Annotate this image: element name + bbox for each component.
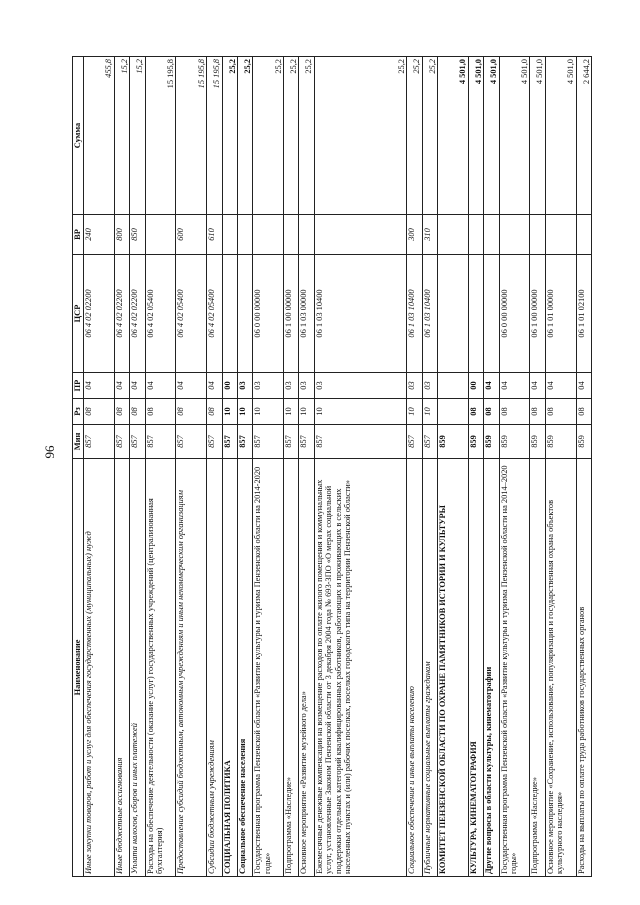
cell-min: 857 <box>84 425 115 459</box>
cell-name: Основное мероприятие «Сохранение, использование, популяризация и государственная охрана объектов культурного наследия» <box>545 459 576 877</box>
cell-name: Основное мероприятие «Развитие музейного дела» <box>299 459 314 877</box>
table-row <box>176 57 207 877</box>
cell-rz: 08 <box>84 399 115 425</box>
cell-name: Иные бюджетные ассигнования <box>114 459 129 877</box>
cell-pr: 00 <box>468 373 483 399</box>
cell-pr: 03 <box>299 373 314 399</box>
cell-rz: 08 <box>207 399 222 425</box>
cell-vr: 600 <box>176 215 207 255</box>
cell-pr: 00 <box>222 373 237 399</box>
cell-name: Расходы на выплаты по оплате труда работников государственных органов <box>576 459 591 877</box>
cell-csr <box>484 255 499 373</box>
cell-sum: 455,8 <box>84 57 115 215</box>
cell-csr: 06 0 00 00000 <box>499 255 530 373</box>
cell-pr: 03 <box>253 373 284 399</box>
cell-rz <box>438 399 469 425</box>
cell-rz: 08 <box>484 399 499 425</box>
cell-min: 857 <box>207 425 222 459</box>
cell-vr <box>222 215 237 255</box>
cell-vr: 610 <box>207 215 222 255</box>
cell-min: 859 <box>484 425 499 459</box>
cell-rz: 10 <box>299 399 314 425</box>
cell-sum: 25,2 <box>299 57 314 215</box>
cell-csr <box>468 255 483 373</box>
cell-csr: 06 1 00 00000 <box>284 255 299 373</box>
cell-pr: 03 <box>284 373 299 399</box>
cell-vr: 240 <box>84 215 115 255</box>
cell-sum: 25,2 <box>253 57 284 215</box>
cell-vr <box>576 215 591 255</box>
cell-rz: 08 <box>130 399 145 425</box>
table-header-row <box>73 57 84 877</box>
cell-name: Другие вопросы в области культуры, кинематографии <box>484 459 499 877</box>
cell-csr: 06 1 03 10400 <box>407 255 422 373</box>
cell-pr: 04 <box>576 373 591 399</box>
table-row <box>438 57 469 877</box>
cell-sum: 15,2 <box>114 57 129 215</box>
cell-pr: 04 <box>84 373 115 399</box>
cell-vr: 850 <box>130 215 145 255</box>
cell-name: Подпрограмма «Наследие» <box>284 459 299 877</box>
cell-name: Ежемесячные денежные компенсации на возмещение расходов по оплате жилого помещения и коммунальных услуг, установленные Законом Пензенской области от 3 декабря 2004 года № 693-ЗПО «О мерах социальной поддержки отдельных категорий квалифицированных работников, работающих и проживающих в сельских населенных пунктах и (или) рабочих поселках, поселках городского типа на территории Пензенской области» <box>314 459 406 877</box>
cell-min: 857 <box>284 425 299 459</box>
cell-csr: 06 4 02 05400 <box>176 255 207 373</box>
cell-csr: 06 4 02 02200 <box>130 255 145 373</box>
cell-vr <box>145 215 176 255</box>
cell-sum: 25,2 <box>422 57 437 215</box>
cell-name: КОМИТЕТ ПЕНЗЕНСКОЙ ОБЛАСТИ ПО ОХРАНЕ ПАМЯТНИКОВ ИСТОРИИ И КУЛЬТУРЫ <box>438 459 469 877</box>
cell-vr: 300 <box>407 215 422 255</box>
cell-sum: 4 501,0 <box>438 57 469 215</box>
cell-sum: 25,2 <box>407 57 422 215</box>
cell-min: 857 <box>253 425 284 459</box>
cell-csr <box>438 255 469 373</box>
cell-min: 857 <box>237 425 252 459</box>
cell-min: 857 <box>299 425 314 459</box>
cell-min: 859 <box>499 425 530 459</box>
cell-min: 859 <box>468 425 483 459</box>
rotated-table-wrapper <box>72 57 592 877</box>
cell-sum: 15 195,8 <box>207 57 222 215</box>
cell-vr <box>237 215 252 255</box>
cell-vr <box>530 215 545 255</box>
cell-name: КУЛЬТУРА, КИНЕМАТОГРАФИЯ <box>468 459 483 877</box>
cell-rz: 08 <box>545 399 576 425</box>
cell-vr <box>314 215 406 255</box>
cell-name: Иные закупки товаров, работ и услуг для обеспечения государственных (муниципальных) нужд <box>84 459 115 877</box>
cell-rz: 08 <box>145 399 176 425</box>
cell-pr: 04 <box>499 373 530 399</box>
cell-pr: 04 <box>130 373 145 399</box>
cell-pr: 03 <box>422 373 437 399</box>
cell-vr <box>484 215 499 255</box>
cell-rz: 10 <box>237 399 252 425</box>
cell-min: 857 <box>407 425 422 459</box>
cell-name: Социальное обеспечение населения <box>237 459 252 877</box>
cell-csr: 06 4 02 02200 <box>84 255 115 373</box>
header-sum: Сумма <box>73 57 84 215</box>
cell-vr <box>299 215 314 255</box>
cell-sum: 4 501,0 <box>484 57 499 215</box>
cell-vr <box>499 215 530 255</box>
table-row <box>84 57 115 877</box>
cell-rz: 08 <box>176 399 207 425</box>
cell-pr: 03 <box>314 373 406 399</box>
cell-sum: 15 195,8 <box>145 57 176 215</box>
cell-sum: 25,2 <box>314 57 406 215</box>
cell-min: 857 <box>176 425 207 459</box>
cell-min: 857 <box>422 425 437 459</box>
cell-sum: 25,2 <box>222 57 237 215</box>
header-min: Мин <box>73 425 84 459</box>
table-row <box>114 57 129 877</box>
cell-min: 857 <box>130 425 145 459</box>
cell-name: Публичные нормативные социальные выплаты гражданам <box>422 459 437 877</box>
cell-pr: 04 <box>114 373 129 399</box>
cell-csr: 06 4 02 02200 <box>114 255 129 373</box>
cell-name: Расходы на обеспечение деятельности (оказание услуг) государственных учреждений (централизованная бухгалтерия) <box>145 459 176 877</box>
table-row <box>499 57 530 877</box>
cell-pr: 03 <box>237 373 252 399</box>
cell-min: 857 <box>222 425 237 459</box>
cell-vr <box>284 215 299 255</box>
cell-sum: 15,2 <box>130 57 145 215</box>
cell-name: Государственная программа Пензенской области «Развитие культуры и туризма Пензенской области на 2014-2020 годы» <box>253 459 284 877</box>
cell-csr: 06 4 02 05400 <box>145 255 176 373</box>
cell-pr: 04 <box>545 373 576 399</box>
cell-vr <box>468 215 483 255</box>
cell-rz: 10 <box>407 399 422 425</box>
cell-rz: 08 <box>576 399 591 425</box>
table-row <box>284 57 299 877</box>
header-csr: ЦСР <box>73 255 84 373</box>
table-row <box>484 57 499 877</box>
cell-name: Уплата налогов, сборов и иных платежей <box>130 459 145 877</box>
table-body <box>84 57 592 877</box>
cell-rz: 10 <box>284 399 299 425</box>
cell-name: Подпрограмма «Наследие» <box>530 459 545 877</box>
cell-csr <box>237 255 252 373</box>
cell-sum: 2 644,2 <box>576 57 591 215</box>
table-row <box>407 57 422 877</box>
cell-name: Субсидии бюджетным учреждениям <box>207 459 222 877</box>
header-rz: Рз <box>73 399 84 425</box>
cell-sum: 4 501,0 <box>545 57 576 215</box>
table-row <box>145 57 176 877</box>
cell-name: Государственная программа Пензенской области «Развитие культуры и туризма Пензенской области на 2014–2020 годы» <box>499 459 530 877</box>
header-name: Наименование <box>73 459 84 877</box>
header-vr: ВР <box>73 215 84 255</box>
cell-csr: 06 1 00 00000 <box>530 255 545 373</box>
cell-rz: 10 <box>253 399 284 425</box>
cell-sum: 15 195,8 <box>176 57 207 215</box>
cell-min: 857 <box>314 425 406 459</box>
cell-sum: 4 501,0 <box>468 57 483 215</box>
cell-rz: 08 <box>468 399 483 425</box>
table-row <box>222 57 237 877</box>
table-row <box>545 57 576 877</box>
cell-sum: 25,2 <box>237 57 252 215</box>
table-row <box>314 57 406 877</box>
cell-pr: 03 <box>407 373 422 399</box>
cell-name: Социальное обеспечение и иные выплаты населению <box>407 459 422 877</box>
cell-min: 859 <box>545 425 576 459</box>
cell-name: Предоставление субсидий бюджетным, автономным учреждениям и иным некоммерческим организациям <box>176 459 207 877</box>
cell-pr: 04 <box>484 373 499 399</box>
cell-sum: 4 501,0 <box>530 57 545 215</box>
cell-csr: 06 1 03 00000 <box>299 255 314 373</box>
table-row <box>253 57 284 877</box>
cell-sum: 25,2 <box>284 57 299 215</box>
cell-pr: 04 <box>145 373 176 399</box>
table-row <box>576 57 591 877</box>
cell-vr <box>545 215 576 255</box>
cell-rz: 10 <box>314 399 406 425</box>
cell-min: 857 <box>114 425 129 459</box>
cell-csr <box>222 255 237 373</box>
header-pr: ПР <box>73 373 84 399</box>
cell-min: 859 <box>530 425 545 459</box>
rotated-table-area <box>72 57 592 877</box>
table-row <box>130 57 145 877</box>
cell-rz: 08 <box>114 399 129 425</box>
cell-vr <box>438 215 469 255</box>
cell-csr: 06 4 02 05400 <box>207 255 222 373</box>
cell-min: 859 <box>438 425 469 459</box>
cell-min: 857 <box>145 425 176 459</box>
cell-csr: 06 1 03 10400 <box>314 255 406 373</box>
cell-csr: 06 1 03 10400 <box>422 255 437 373</box>
cell-csr: 06 1 01 00000 <box>545 255 576 373</box>
cell-vr <box>253 215 284 255</box>
cell-vr: 800 <box>114 215 129 255</box>
cell-csr: 06 1 01 02100 <box>576 255 591 373</box>
table-row <box>299 57 314 877</box>
cell-pr: 04 <box>207 373 222 399</box>
cell-rz: 10 <box>422 399 437 425</box>
cell-min: 859 <box>576 425 591 459</box>
cell-rz: 10 <box>222 399 237 425</box>
cell-vr: 310 <box>422 215 437 255</box>
cell-pr: 04 <box>530 373 545 399</box>
table-row <box>530 57 545 877</box>
cell-rz: 08 <box>530 399 545 425</box>
cell-rz: 08 <box>499 399 530 425</box>
table-row <box>422 57 437 877</box>
cell-name: СОЦИАЛЬНАЯ ПОЛИТИКА <box>222 459 237 877</box>
table-row <box>207 57 222 877</box>
cell-pr: 04 <box>176 373 207 399</box>
table-row <box>237 57 252 877</box>
cell-csr: 06 0 00 00000 <box>253 255 284 373</box>
cell-pr <box>438 373 469 399</box>
page-number: 96 <box>42 445 57 459</box>
cell-sum: 4 501,0 <box>499 57 530 215</box>
budget-table <box>72 56 592 877</box>
table-row <box>468 57 483 877</box>
